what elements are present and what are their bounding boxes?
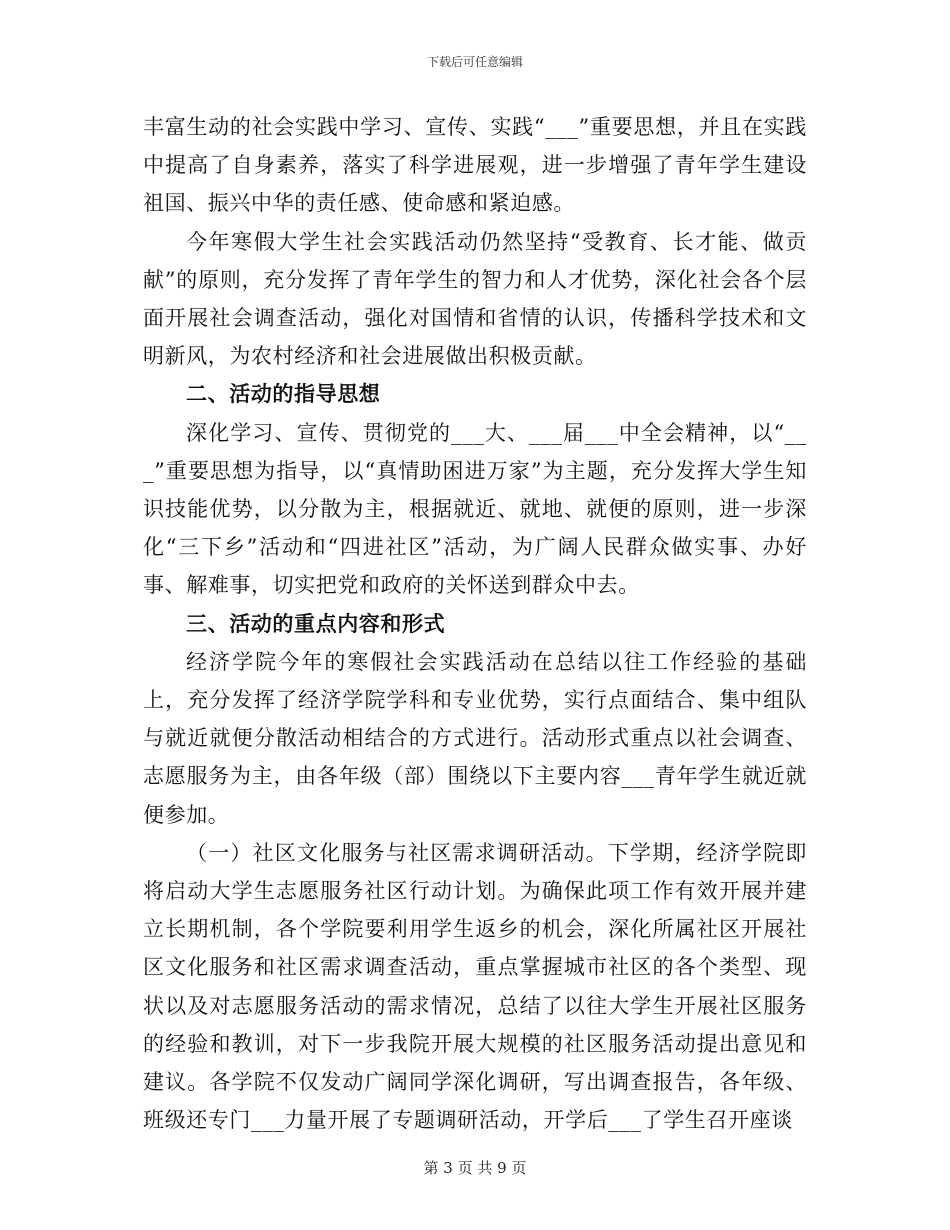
document-body bbox=[143, 108, 807, 1139]
paragraph-continued: 丰富生动的社会实践中学习、宣传、实践“___”重要思想，并且在实践中提高了自身素养，落实了科学进展观，进一步增强了青年学生建设祖国、振兴中华的责任感、使命感和紧迫感。 bbox=[143, 115, 807, 216]
paragraph-content-form: 经济学院今年的寒假社会实践活动在总结以往工作经验的基础上，充分发挥了经济学院学科和专业优势，实行点面结合、集中组队与就近就便分散活动相结合的方式进行。活动形式重点以社会调查、志愿服务为主，由各年级（部）围绕以下主要内容___青年学生就近就便参加。 bbox=[143, 649, 807, 827]
section-heading-content-form: 三、活动的重点内容和形式 bbox=[186, 610, 446, 636]
page-number: 第 3 页 共 9 页 bbox=[423, 1159, 527, 1177]
header-note: 下载后可任意编辑 bbox=[426, 55, 523, 69]
section-heading-guiding-idea: 二、活动的指导思想 bbox=[186, 381, 381, 407]
paragraph-guiding-idea: 深化学习、宣传、贯彻党的___大、___届___中全会精神，以“___”重要思想为指导，以“真情助困进万家”为主题，充分发挥大学生知识技能优势，以分散为主，根据就近、就地、就便的原则，进一步深化“三下乡”活动和“四进社区”活动，为广阔人民群众做实事、办好事、解难事，切实把党和政府的关怀送到群众中去。 bbox=[143, 420, 807, 598]
paragraph-principle: 今年寒假大学生社会实践活动仍然坚持“受教育、长才能、做贡献”的原则，充分发挥了青年学生的智力和人才优势，深化社会各个层面开展社会调查活动，强化对国情和省情的认识，传播科学技术和文明新风，为农村经济和社会进展做出积极贡献。 bbox=[143, 229, 807, 369]
paragraph-community-service: （一）社区文化服务与社区需求调研活动。下学期，经济学院即将启动大学生志愿服务社区行动计划。为确保此项工作有效开展并建立长期机制，各个学院要利用学生返乡的机会，深化所属社区开展社区文化服务和社区需求调查活动，重点掌握城市社区的各个类型、现状以及对志愿服务活动的需求情况，总结了以往大学生开展社区服务的经验和教训，对下一步我院开展大规模的社区服务活动提出意见和建议。各学院不仅发动广阔同学深化调研，写出调查报告，各年级、班级还专门___力量开展了专题调研活动，开学后___了学生召开座谈 bbox=[143, 840, 807, 1133]
